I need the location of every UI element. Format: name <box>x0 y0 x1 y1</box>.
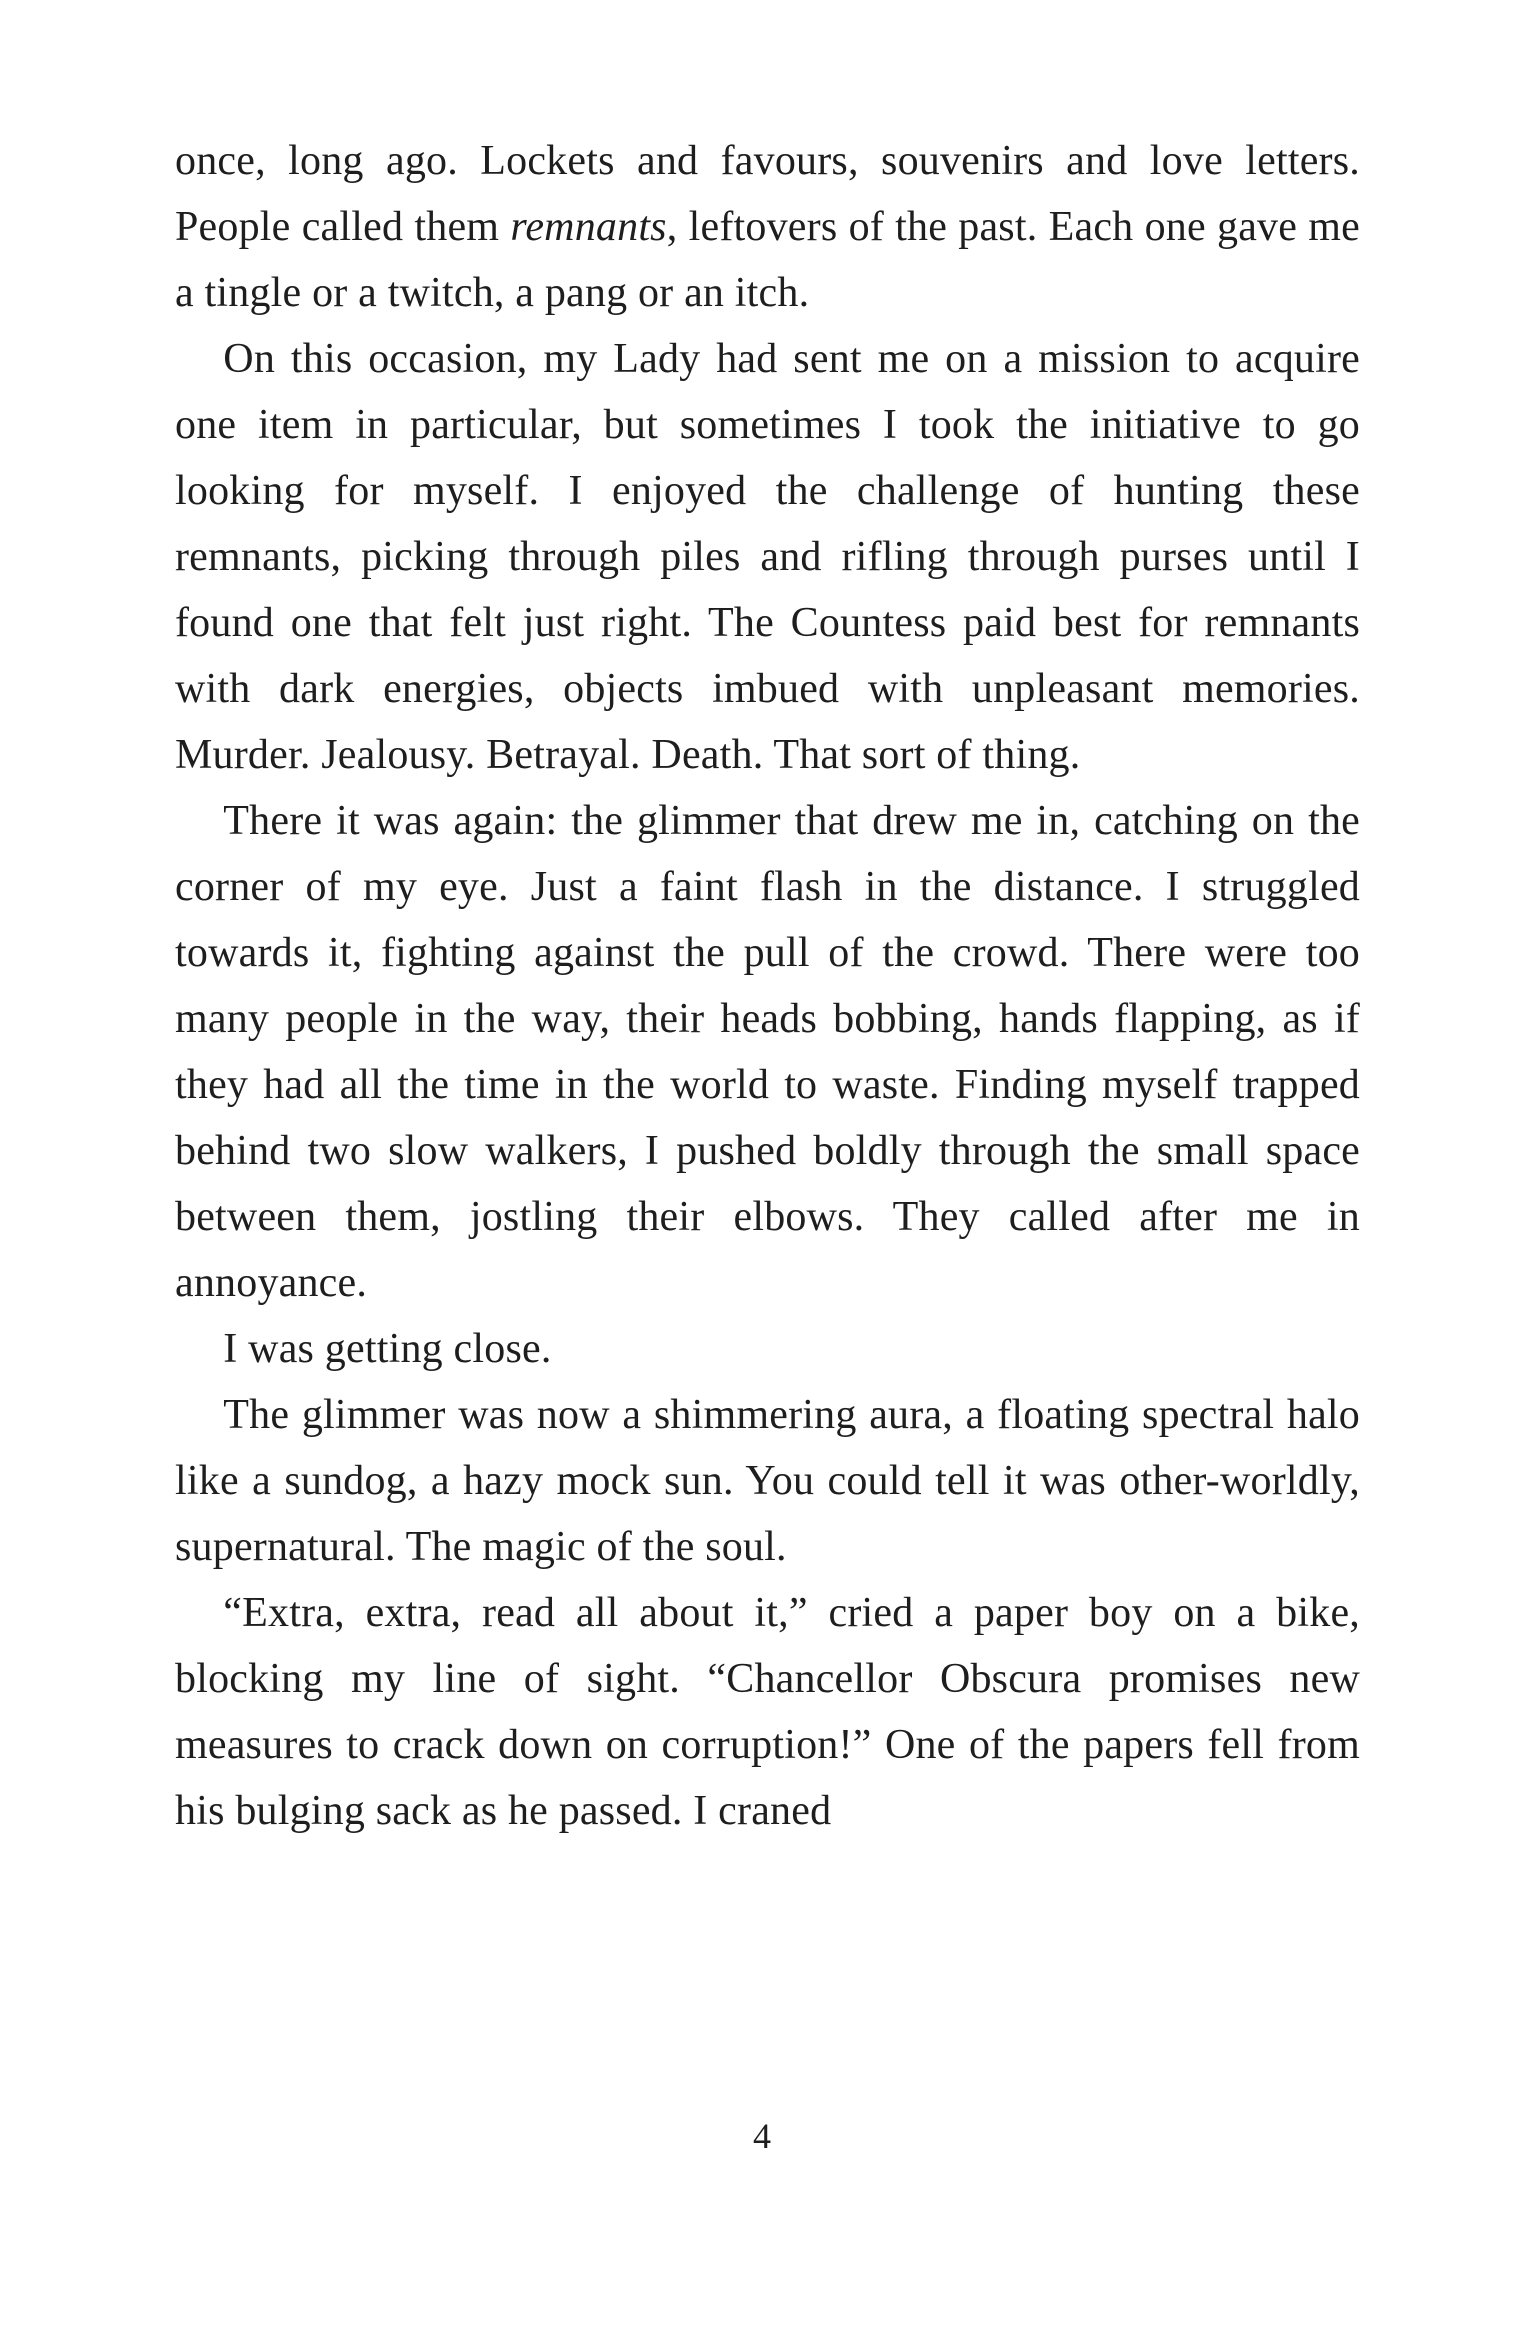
page-text <box>175 128 1360 1844</box>
body-text: I was getting close. <box>223 1326 552 1372</box>
body-text: There it was again: the glimmer that drew me in, catching on the corner of my eye. Just a faint flash in the distance. I struggled towards it, fighting against the pull of the crowd. There were too many people in the way, their heads bobbing, hands flapping, as if they had all the time in the world to waste. Finding myself trapped behind two slow walkers, I pushed boldly through the small space between them, jostling their elbows. They called after me in annoyance. <box>175 798 1360 1306</box>
paragraph <box>175 128 1360 326</box>
body-text: once, long ago. Lockets and favours, souvenirs and love letters. People called them <box>175 138 1360 250</box>
paragraph <box>175 788 1360 1316</box>
paragraph <box>175 1580 1360 1844</box>
body-text: , leftovers of the past. Each one gave me a tingle or a twitch, a pang or an itch. <box>175 204 1360 316</box>
paragraph <box>175 1382 1360 1580</box>
paragraph <box>175 1316 1360 1382</box>
italic-text: remnants <box>510 204 667 250</box>
body-text: “Extra, extra, read all about it,” cried a paper boy on a bike, blocking my line of sight. “Chancellor Obscura promises new measures to crack down on corruption!” One of the papers fell from his bulging sack as he passed. I craned <box>175 1590 1360 1834</box>
paragraph <box>175 326 1360 788</box>
page-number: 4 <box>753 2116 771 2156</box>
body-text: The glimmer was now a shimmering aura, a floating spectral halo like a sundog, a hazy mock sun. You could tell it was other-worldly, supernatural. The magic of the soul. <box>175 1392 1360 1570</box>
body-text: On this occasion, my Lady had sent me on a mission to acquire one item in particular, but sometimes I took the initiative to go looking for myself. I enjoyed the challenge of hunting these remnants, picking through piles and rifling through purses until I found one that felt just right. The Countess paid best for remnants with dark energies, objects imbued with unpleasant memories. Murder. Jealousy. Betrayal. Death. That sort of thing. <box>175 336 1360 778</box>
